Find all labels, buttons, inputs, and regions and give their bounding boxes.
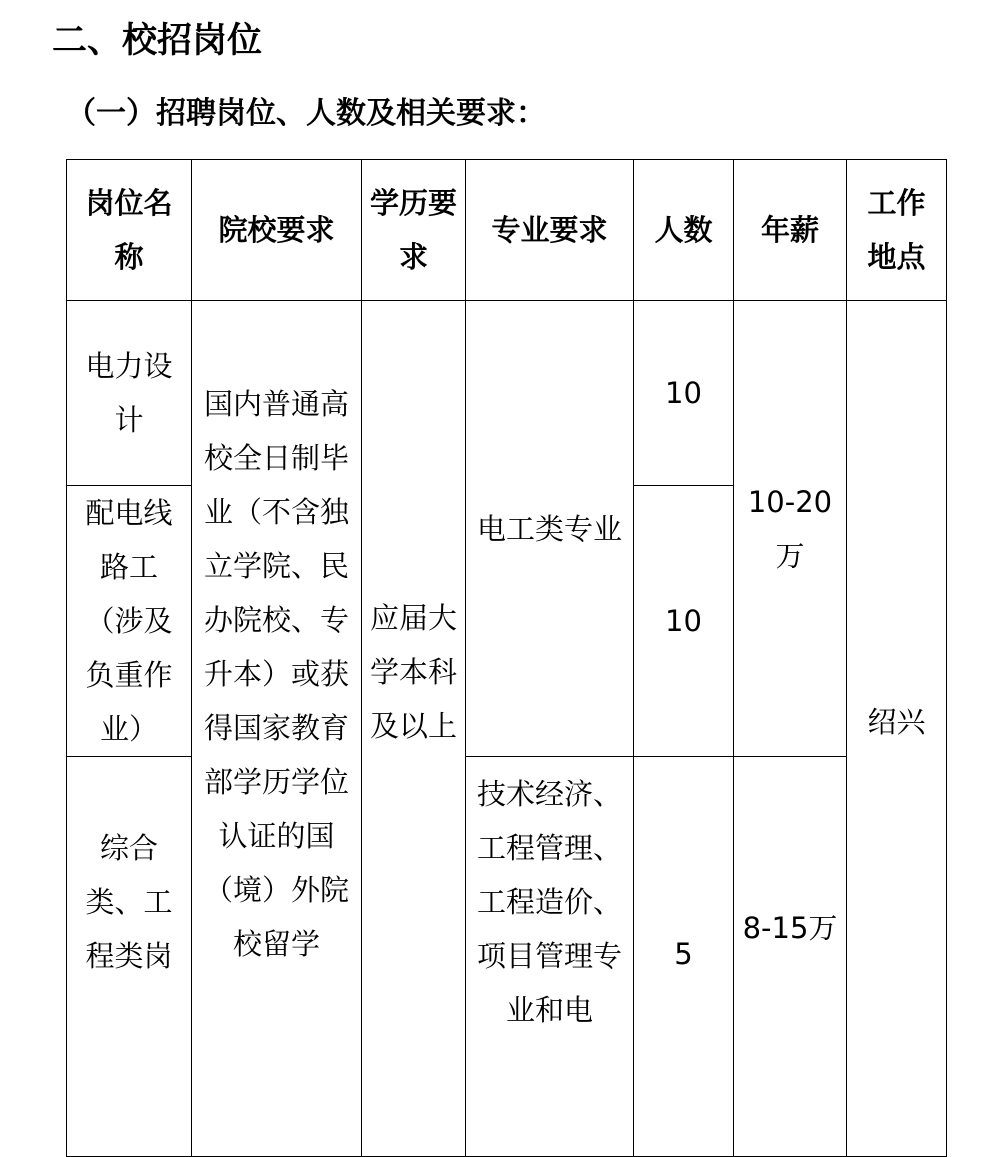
education-requirement-cell: 应届大学本科及以上 (362, 301, 466, 1157)
header-education: 学历要求 (362, 160, 466, 301)
header-major: 专业要求 (466, 160, 634, 301)
header-salary: 年薪 (734, 160, 847, 301)
major-requirement-cell: 技术经济、工程管理、工程造价、项目管理专业和电 (466, 757, 634, 1157)
jobs-table (66, 159, 947, 1157)
position-cell: 电力设计 (67, 301, 192, 486)
count-cell: 10 (634, 486, 734, 757)
school-requirement-cell: 国内普通高校全日制毕业（不含独立学院、民办院校、专升本）或获得国家教育部学历学位认证的国（境）外院校留学 (192, 301, 362, 1157)
table-row (67, 301, 947, 486)
count-cell: 5 (634, 757, 734, 1157)
header-count: 人数 (634, 160, 734, 301)
position-cell: 综合类、工程类岗 (67, 757, 192, 1157)
table-header-row (67, 160, 947, 301)
location-cell: 绍兴 (847, 301, 947, 1157)
position-cell: 配电线路工（涉及负重作业） (67, 486, 192, 757)
major-requirement-cell: 电工类专业 (466, 301, 634, 757)
section-title: 二、校招岗位 (52, 21, 263, 61)
header-position: 岗位名称 (67, 160, 192, 301)
count-cell: 10 (634, 301, 734, 486)
subsection-title: （一）招聘岗位、人数及相关要求： (66, 96, 546, 131)
salary-cell: 8-15万 (734, 757, 847, 1157)
header-school: 院校要求 (192, 160, 362, 301)
header-location: 工作地点 (847, 160, 947, 301)
salary-cell: 10-20万 (734, 301, 847, 757)
